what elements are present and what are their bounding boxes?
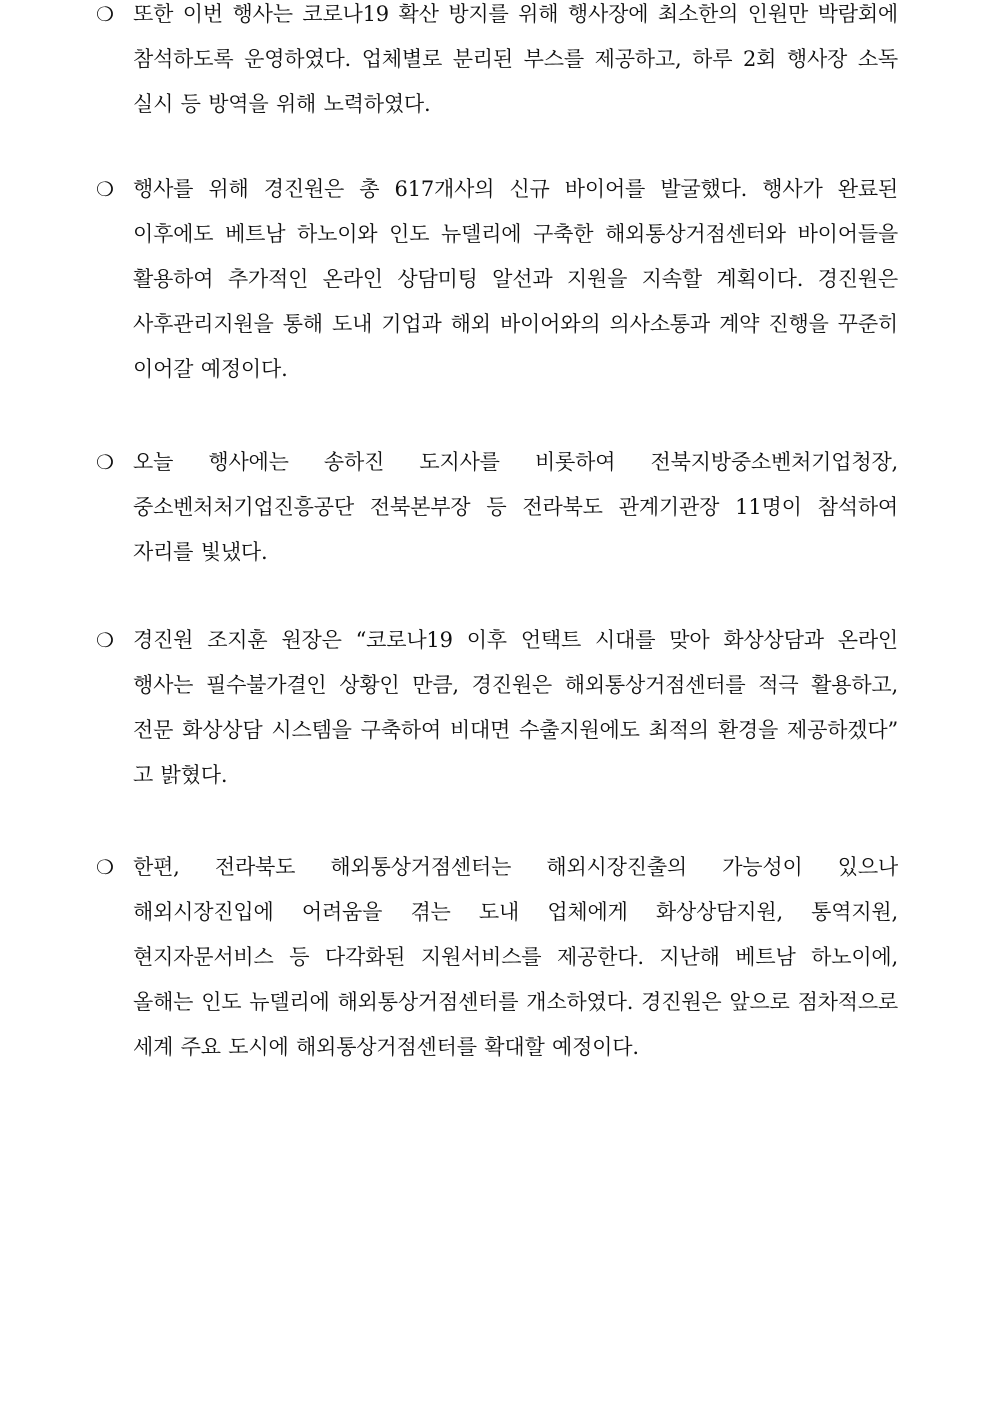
paragraph-text: 행사를 위해 경진원은 총 617개사의 신규 바이어를 발굴했다. 행사가 완료된 이후에도 베트남 하노이와 인도 뉴델리에 구축한 해외통상거점센터와 바이어들을 활용하여 추가적인 온라인 상담미팅 알선과 지원을 지속할 계획이다. 경진원은 사후관리지원을 통해 도내 기업과 해외 바이어와의 의사소통과 계약 진행을 꾸준히 이어갈 예정이다. <box>133 177 898 381</box>
circle-bullet-icon: ❍ <box>96 2 114 26</box>
circle-bullet-icon: ❍ <box>96 450 114 474</box>
circle-bullet-icon: ❍ <box>96 628 114 652</box>
paragraph-text: 한편, 전라북도 해외통상거점센터는 해외시장진출의 가능성이 있으나 해외시장진입에 어려움을 겪는 도내 업체에게 화상상담지원, 통역지원, 현지자문서비스 등 다각화된 지원서비스를 제공한다. 지난해 베트남 하노이에, 올해는 인도 뉴델리에 해외통상거점센터를 개소하였다. 경진원은 앞으로 점차적으로 세계 주요 도시에 해외통상거점센터를 확대할 예정이다. <box>133 855 898 1059</box>
paragraph-director-quote <box>96 618 898 798</box>
paragraph-text: 또한 이번 행사는 코로나19 확산 방지를 위해 행사장에 최소한의 인원만 박람회에 참석하도록 운영하였다. 업체별로 분리된 부스를 제공하고, 하루 2회 행사장 소독 실시 등 방역을 위해 노력하였다. <box>133 2 898 116</box>
paragraph-text: 오늘 행사에는 송하진 도지사를 비롯하여 전북지방중소벤처기업청장, 중소벤처처기업진흥공단 전북본부장 등 전라북도 관계기관장 11명이 참석하여 자리를 빛냈다. <box>133 450 898 564</box>
paragraph-quarantine <box>96 0 898 127</box>
circle-bullet-icon: ❍ <box>96 177 114 201</box>
paragraph-text: 경진원 조지훈 원장은 “코로나19 이후 언택트 시대를 맞아 화상상담과 온라인 행사는 필수불가결인 상황인 만큼, 경진원은 해외통상거점센터를 적극 활용하고, 전문 화상상담 시스템을 구축하여 비대면 수출지원에도 최적의 환경을 제공하겠다” 고 밝혔다. <box>133 628 898 787</box>
paragraph-buyers <box>96 167 898 392</box>
paragraph-trade-center <box>96 845 898 1070</box>
circle-bullet-icon: ❍ <box>96 855 114 879</box>
paragraph-attendees <box>96 440 898 575</box>
